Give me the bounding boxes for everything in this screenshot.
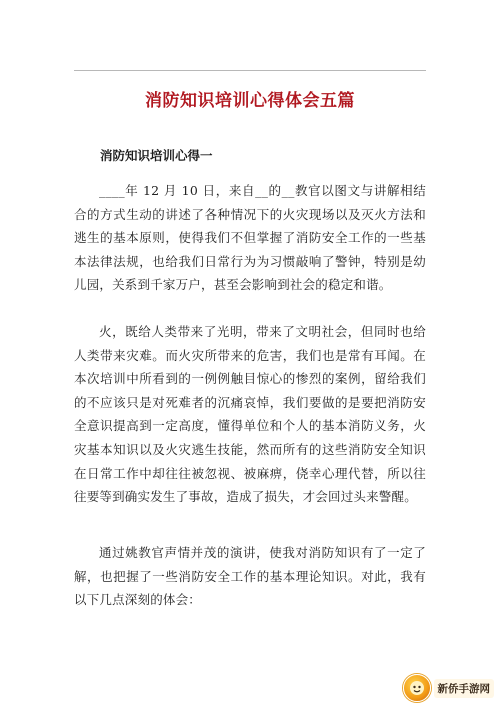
paragraph-2: 火，既给人类带来了光明，带来了文明社会，但同时也给人类带来灾难。而火灾所带来的危害，我们也是常有耳闻。在本次培训中所看到的一例例触目惊心的惨烈的案例，留给我们的不应该只是对死难者的沉痛哀悼，我们要做的是要把消防安全意识提高到一定高度，懂得单位和个人的基本消防义务，火灾基本知识以及火灾逃生技能，然而所有的这些消防安全知识在日常工作中却往往被忽视、被麻痹，侥幸心理代替，所以往往要等到确实发生了事故，造成了损失，才会回过头来警醒。 (74, 324, 426, 505)
mascot-badge-icon (403, 674, 431, 702)
top-divider (74, 70, 426, 71)
site-watermark (403, 674, 495, 702)
paragraph-3: 通过姚教官声情并茂的演讲，使我对消防知识有了一定了解，也把握了一些消防安全工作的基本理论知识。对此，我有以下几点深刻的体会： (74, 545, 426, 608)
watermark-text: 新侨手游网 (434, 679, 495, 698)
document-title: 消防知识培训心得体会五篇 (145, 91, 355, 111)
paragraph-1: ____年 12 月 10 日，来自__的__教官以图文与讲解相结合的方式生动的讲述了各种情况下的火灾现场以及灭火方法和逃生的基本原则，使得我们不但掌握了消防安全工作的一些基本法律法规，也给我们日常行为为习惯敲响了警钟，特别是幼儿园，关系到千家万户，甚至会影响到社会的稳定和谐。 (74, 183, 426, 293)
section-heading: 消防知识培训心得一 (100, 148, 213, 163)
